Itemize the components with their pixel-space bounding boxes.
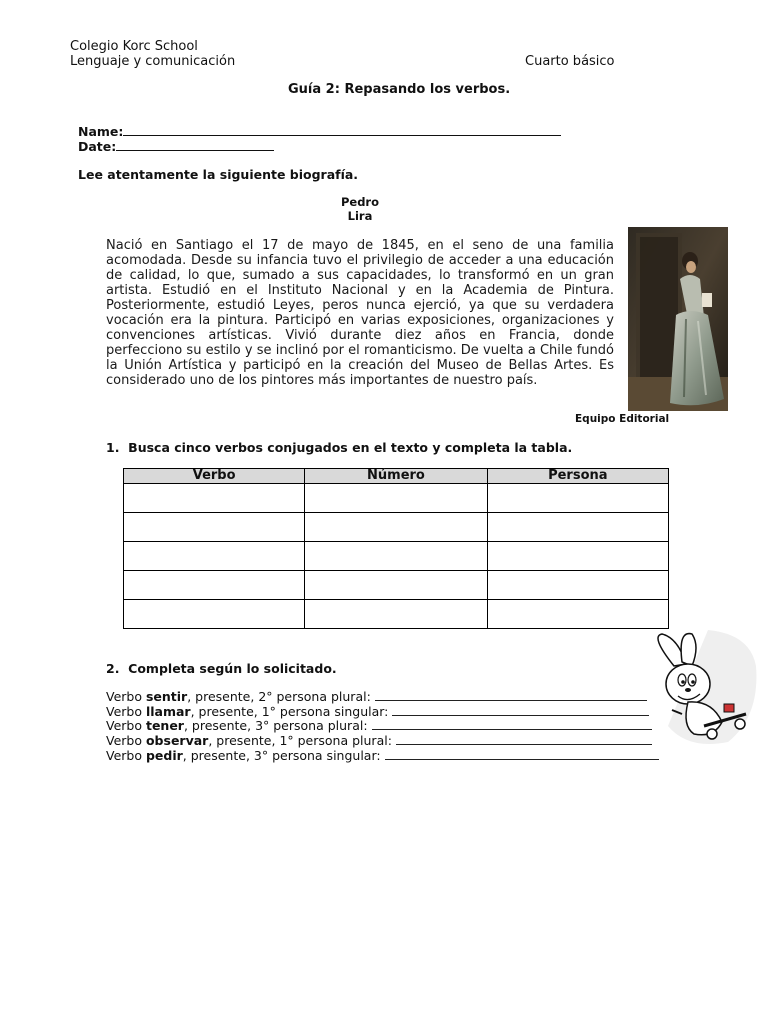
item-verb: llamar [145, 703, 191, 719]
table-cell[interactable] [305, 542, 487, 571]
table-row [124, 484, 669, 513]
subject-name: Lenguaje y comunicación [70, 54, 236, 69]
item-description: , presente, 2° persona plural: [187, 689, 375, 704]
question-2-text: Completa según lo solicitado. [128, 661, 337, 676]
question-1-number: 1. [106, 440, 120, 455]
table-cell[interactable] [487, 484, 668, 513]
item-prefix: Verbo [106, 718, 146, 734]
verbs-table [123, 468, 669, 629]
question-2 [106, 661, 337, 676]
table-header-row [124, 469, 669, 484]
fill-in-item [106, 690, 659, 705]
name-row [78, 124, 561, 139]
table-cell[interactable] [124, 484, 305, 513]
name-label: Name: [78, 124, 124, 139]
answer-line[interactable] [375, 690, 647, 701]
date-row [78, 139, 274, 154]
biography-title-last: Lira [347, 209, 373, 223]
item-description: , presente, 1° persona plural: [208, 733, 396, 749]
table-cell[interactable] [305, 484, 487, 513]
table-cell[interactable] [305, 513, 487, 542]
table-cell[interactable] [487, 571, 668, 600]
answer-line[interactable] [392, 705, 649, 716]
table-row [124, 571, 669, 600]
table-cell[interactable] [124, 542, 305, 571]
fill-in-item [106, 734, 659, 749]
item-prefix: Verbo [106, 747, 146, 763]
table-cell[interactable] [305, 600, 487, 629]
fill-in-item [106, 705, 659, 720]
item-verb: sentir [145, 689, 188, 704]
table-row [124, 513, 669, 542]
table-cell[interactable] [487, 513, 668, 542]
table-cell[interactable] [124, 571, 305, 600]
table-cell[interactable] [124, 600, 305, 629]
school-name: Colegio Korc School [70, 39, 198, 54]
item-verb: pedir [145, 747, 183, 763]
biography-title-first: Pedro [340, 195, 380, 209]
biography-title [320, 195, 400, 223]
table-cell[interactable] [124, 513, 305, 542]
table-cell[interactable] [487, 542, 668, 571]
column-header-numero: Número [305, 469, 487, 484]
table-row [124, 542, 669, 571]
biography-text: Nació en Santiago el 17 de mayo de 1845, en el seno de una familia acomodada. Desde su infancia tuvo el privilegio de acceder a una educación de calidad, lo que, sumado a sus capacidades, lo transformó en un gran artista. Estudió en el Instituto Nacional y en la Academia de Pintura. Posteriormente, estudió Leyes, peros nunca ejerció, ya que su verdadera vocación era la pintura. Participó en varias exposiciones, organizaciones y convenciones artísticas. Vivió durante diez años en Francia, donde perfecciono su estilo y se inclinó por el romanticismo. De vuelta a Chile fundó la Unión Artística y participó en la creación del Museo de Bellas Artes. Es considerado uno de los pintores más importantes de nuestro país. [106, 238, 614, 388]
item-description: , presente, 3° persona singular: [182, 747, 385, 763]
item-prefix: Verbo [106, 733, 146, 749]
date-label: Date: [78, 139, 117, 154]
question-1 [106, 440, 572, 455]
item-verb: tener [145, 718, 184, 734]
fill-in-list [106, 690, 659, 764]
bunny-cartoon-illustration [648, 626, 760, 750]
name-field[interactable] [123, 125, 561, 136]
item-prefix: Verbo [106, 703, 146, 719]
answer-line[interactable] [385, 749, 659, 760]
instruction-text: Lee atentamente la siguiente biografía. [78, 167, 359, 182]
date-field[interactable] [116, 140, 274, 151]
biography-credit: Equipo Editorial [575, 413, 670, 425]
column-header-persona: Persona [487, 469, 668, 484]
item-description: , presente, 1° persona singular: [190, 703, 393, 719]
table-row [124, 600, 669, 629]
table-cell[interactable] [487, 600, 668, 629]
guide-title: Guía 2: Repasando los verbos. [288, 82, 511, 97]
item-description: , presente, 3° persona plural: [183, 718, 372, 734]
item-prefix: Verbo [106, 689, 146, 704]
answer-line[interactable] [396, 734, 652, 745]
table-cell[interactable] [305, 571, 487, 600]
question-2-number: 2. [106, 661, 120, 676]
answer-line[interactable] [372, 719, 652, 730]
item-verb: observar [145, 733, 209, 749]
fill-in-item [106, 719, 659, 734]
question-1-text: Busca cinco verbos conjugados en el texto y completa la tabla. [128, 440, 573, 455]
fill-in-item [106, 749, 659, 764]
column-header-verbo: Verbo [124, 469, 305, 484]
grade-label: Cuarto básico [525, 54, 615, 69]
portrait-painting [628, 227, 728, 411]
